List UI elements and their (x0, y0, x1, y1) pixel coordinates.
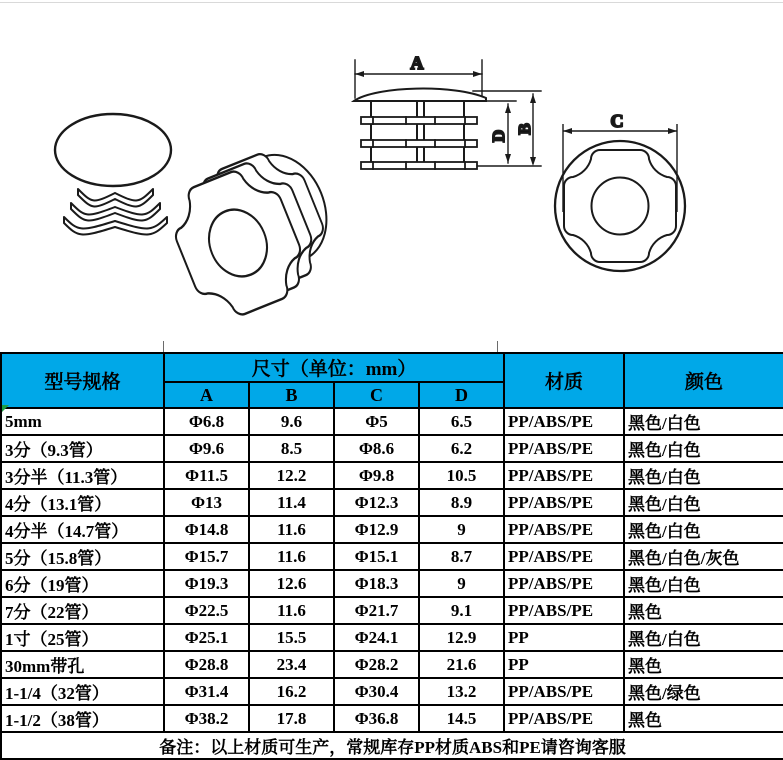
dim-d-cell: 8.9 (419, 489, 504, 516)
dim-c-cell: Φ8.6 (334, 435, 419, 462)
color-cell: 黑色/白色 (624, 435, 783, 462)
model-cell: 4分（13.1管） (1, 489, 164, 516)
model-cell: 5分（15.8管） (1, 543, 164, 570)
center-hole (592, 178, 649, 235)
model-cell: 30mm带孔 (1, 651, 164, 678)
table-row (1, 489, 783, 516)
top-view-drawing (555, 111, 685, 271)
color-cell: 黑色/白色 (624, 408, 783, 435)
table-row (1, 516, 783, 543)
material-cell: PP/ABS/PE (504, 543, 624, 570)
model-cell: 1-1/4（32管） (1, 678, 164, 705)
outer-circle (555, 141, 685, 271)
dim-d-cell: 14.5 (419, 705, 504, 732)
dim-a-cell: Φ15.7 (164, 543, 249, 570)
dim-a-cell: Φ28.8 (164, 651, 249, 678)
dim-label-c: C (610, 111, 624, 131)
color-cell: 黑色 (624, 705, 783, 732)
dim-a-cell: Φ11.5 (164, 462, 249, 489)
rib-bars (361, 117, 477, 169)
dim-label-a: A (410, 53, 424, 73)
table-row (1, 651, 783, 678)
dim-d-cell: 8.7 (419, 543, 504, 570)
material-cell: PP/ABS/PE (504, 435, 624, 462)
cell-corner-marker (2, 405, 9, 412)
dim-a-cell: Φ13 (164, 489, 249, 516)
dim-b-cell: 17.8 (249, 705, 334, 732)
dim-b-cell: 9.6 (249, 408, 334, 435)
dim-c-cell: Φ15.1 (334, 543, 419, 570)
color-cell: 黑色/白色 (624, 489, 783, 516)
table-row (1, 597, 783, 624)
dim-b-cell: 12.6 (249, 570, 334, 597)
model-cell: 7分（22管） (1, 597, 164, 624)
material-cell: PP (504, 651, 624, 678)
dim-b-cell: 12.2 (249, 462, 334, 489)
dim-c-cell: Φ21.7 (334, 597, 419, 624)
table-row (1, 543, 783, 570)
material-cell: PP/ABS/PE (504, 678, 624, 705)
dim-a-cell: Φ31.4 (164, 678, 249, 705)
dim-a-cell: Φ22.5 (164, 597, 249, 624)
material-cell: PP/ABS/PE (504, 516, 624, 543)
col-header-c: C (334, 382, 419, 408)
col-header-b: B (249, 382, 334, 408)
material-cell: PP/ABS/PE (504, 489, 624, 516)
material-cell: PP (504, 624, 624, 651)
dim-c-cell: Φ5 (334, 408, 419, 435)
dim-b-cell: 15.5 (249, 624, 334, 651)
dimension-lines (355, 60, 541, 166)
table-row (1, 462, 783, 489)
table-row (1, 408, 783, 435)
dim-d-cell: 13.2 (419, 678, 504, 705)
color-cell: 黑色 (624, 651, 783, 678)
model-cell: 5mm (1, 408, 164, 435)
dim-c-cell: Φ28.2 (334, 651, 419, 678)
table-row (1, 435, 783, 462)
material-cell: PP/ABS/PE (504, 408, 624, 435)
dim-d-cell: 12.9 (419, 624, 504, 651)
iso-top-view-drawing (55, 114, 171, 234)
dim-c-cell: Φ24.1 (334, 624, 419, 651)
model-cell: 6分（19管） (1, 570, 164, 597)
col-header-a: A (164, 382, 249, 408)
dim-d-cell: 10.5 (419, 462, 504, 489)
dim-a-cell: Φ38.2 (164, 705, 249, 732)
technical-drawings (0, 0, 783, 352)
dim-b-cell: 11.6 (249, 597, 334, 624)
dim-a-cell: Φ6.8 (164, 408, 249, 435)
model-cell: 3分半（11.3管） (1, 462, 164, 489)
color-cell: 黑色/绿色 (624, 678, 783, 705)
color-cell: 黑色/白色/灰色 (624, 543, 783, 570)
model-cell: 3分（9.3管） (1, 435, 164, 462)
table-row (1, 570, 783, 597)
color-cell: 黑色/白色 (624, 570, 783, 597)
col-header-size-group: 尺寸（单位：mm） (164, 353, 504, 382)
dim-b-cell: 11.4 (249, 489, 334, 516)
material-cell: PP/ABS/PE (504, 705, 624, 732)
remark-note: 备注：以上材质可生产，常规库存PP材质ABS和PE请咨询客服 (1, 732, 783, 759)
material-cell: PP/ABS/PE (504, 597, 624, 624)
dim-c-cell: Φ30.4 (334, 678, 419, 705)
dim-d-cell: 9 (419, 516, 504, 543)
dim-c-cell: Φ12.3 (334, 489, 419, 516)
dim-label-d: D (489, 129, 508, 143)
model-cell: 1-1/2（38管） (1, 705, 164, 732)
spec-table (0, 352, 783, 760)
dim-b-cell: 11.6 (249, 516, 334, 543)
dim-c-cell: Φ18.3 (334, 570, 419, 597)
dim-d-cell: 6.2 (419, 435, 504, 462)
material-cell: PP/ABS/PE (504, 462, 624, 489)
dim-d-cell: 9 (419, 570, 504, 597)
front-view-drawing (354, 53, 541, 169)
dimension-lines (563, 124, 677, 212)
col-header-color: 颜色 (624, 353, 783, 408)
dim-b-cell: 16.2 (249, 678, 334, 705)
dim-b-cell: 11.6 (249, 543, 334, 570)
dim-d-cell: 9.1 (419, 597, 504, 624)
dim-a-cell: Φ25.1 (164, 624, 249, 651)
dim-c-cell: Φ12.9 (334, 516, 419, 543)
color-cell: 黑色/白色 (624, 516, 783, 543)
gridline-stubs (164, 341, 498, 352)
dim-a-cell: Φ9.6 (164, 435, 249, 462)
col-header-d: D (419, 382, 504, 408)
rib-bands (64, 189, 167, 234)
dim-b-cell: 8.5 (249, 435, 334, 462)
model-cell: 4分半（14.7管） (1, 516, 164, 543)
model-cell: 1寸（25管） (1, 624, 164, 651)
dim-a-cell: Φ19.3 (164, 570, 249, 597)
body-lines (371, 101, 464, 162)
dim-a-cell: Φ14.8 (164, 516, 249, 543)
clover-rib-outline (564, 150, 676, 262)
dim-c-cell: Φ9.8 (334, 462, 419, 489)
color-cell: 黑色 (624, 597, 783, 624)
color-cell: 黑色/白色 (624, 462, 783, 489)
table-row (1, 678, 783, 705)
dim-label-b: B (515, 123, 534, 135)
col-header-model: 型号规格 (1, 353, 164, 408)
cap-profile (354, 89, 486, 101)
table-row (1, 624, 783, 651)
dome-cap-ellipse (55, 114, 171, 186)
dim-d-cell: 21.6 (419, 651, 504, 678)
dim-b-cell: 23.4 (249, 651, 334, 678)
color-cell: 黑色/白色 (624, 624, 783, 651)
iso-bottom-view-drawing (160, 142, 341, 327)
dim-d-cell: 6.5 (419, 408, 504, 435)
col-header-material: 材质 (504, 353, 624, 408)
dim-c-cell: Φ36.8 (334, 705, 419, 732)
material-cell: PP/ABS/PE (504, 570, 624, 597)
